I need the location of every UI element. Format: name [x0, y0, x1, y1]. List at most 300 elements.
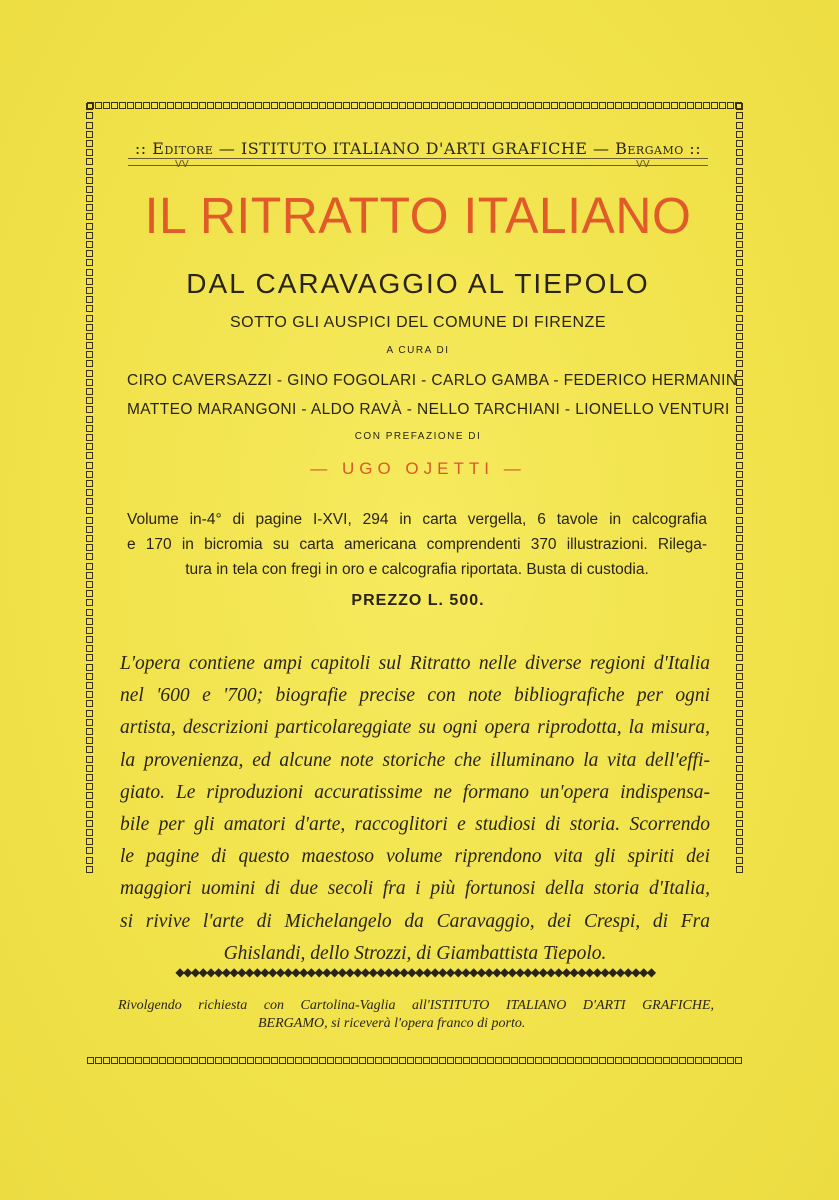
description-line: tura in tela con fregi in oro e calcografia riportata. Busta di custodia.: [185, 561, 649, 578]
border-square: [736, 324, 743, 331]
border-square: [736, 829, 743, 836]
publisher-name: ISTITUTO ITALIANO D'ARTI GRAFICHE: [240, 139, 588, 158]
border-square: [86, 103, 93, 110]
border-square: [86, 278, 93, 285]
border-square: [736, 489, 743, 496]
border-square: [86, 360, 93, 367]
border-square: [551, 102, 558, 109]
border-square: [736, 131, 743, 138]
border-square: [86, 397, 93, 404]
border-right-ornament: [736, 101, 748, 1067]
border-square: [736, 434, 743, 441]
price: PREZZO L. 500.: [351, 592, 485, 609]
border-square: [736, 241, 743, 248]
body-line: maggiori uomini di due secoli fra i più fortunosi della storia d'Italia,: [120, 878, 710, 900]
border-square: [287, 1057, 294, 1064]
border-square: [159, 1057, 166, 1064]
border-square: [86, 792, 93, 799]
border-square: [135, 102, 142, 109]
border-square: [736, 370, 743, 377]
border-square: [86, 149, 93, 156]
border-square: [736, 140, 743, 147]
border-square: [736, 572, 743, 579]
border-square: [736, 443, 743, 450]
border-square: [736, 103, 743, 110]
border-square: [415, 1057, 422, 1064]
border-square: [736, 783, 743, 790]
border-square: [736, 158, 743, 165]
border-square: [736, 360, 743, 367]
border-square: [86, 645, 93, 652]
preface-author: — UGO OJETTI —: [310, 459, 526, 478]
border-square: [736, 765, 743, 772]
border-square: [567, 1057, 574, 1064]
border-square: [511, 102, 518, 109]
border-square: [127, 1057, 134, 1064]
border-square: [695, 102, 702, 109]
border-square: [736, 149, 743, 156]
border-square: [86, 673, 93, 680]
border-square: [86, 351, 93, 358]
border-square: [327, 1057, 334, 1064]
border-square: [86, 517, 93, 524]
border-square: [86, 618, 93, 625]
border-square: [223, 102, 230, 109]
border-square: [727, 1057, 734, 1064]
border-square: [399, 102, 406, 109]
border-square: [671, 1057, 678, 1064]
border-square: [711, 1057, 718, 1064]
border-square: [479, 102, 486, 109]
border-square: [687, 1057, 694, 1064]
border-square: [736, 857, 743, 864]
border-bottom-ornament: [86, 1056, 748, 1068]
body-line: la provenienza, ed alcune note storiche che illuminano la vita dell'effi-: [120, 749, 710, 771]
border-square: [503, 102, 510, 109]
border-square: [143, 1057, 150, 1064]
border-square: [167, 102, 174, 109]
border-square: [527, 102, 534, 109]
border-square: [86, 112, 93, 119]
border-square: [736, 223, 743, 230]
border-square: [351, 102, 358, 109]
border-square: [663, 1057, 670, 1064]
body-line: giato. Le riproduzioni accuratissime ne formano un'opera indispensa-: [120, 781, 710, 803]
border-square: [399, 1057, 406, 1064]
border-square: [86, 563, 93, 570]
border-square: [487, 102, 494, 109]
border-square: [86, 122, 93, 129]
border-square: [86, 425, 93, 432]
border-square: [736, 296, 743, 303]
border-square: [463, 1057, 470, 1064]
border-square: [119, 1057, 126, 1064]
border-square: [239, 1057, 246, 1064]
border-square: [271, 1057, 278, 1064]
border-square: [407, 1057, 414, 1064]
border-square: [559, 1057, 566, 1064]
border-square: [86, 324, 93, 331]
border-square: [103, 102, 110, 109]
border-square: [551, 1057, 558, 1064]
border-square: [615, 102, 622, 109]
border-square: [527, 1057, 534, 1064]
border-square: [391, 102, 398, 109]
border-square: [86, 370, 93, 377]
border-square: [575, 1057, 582, 1064]
border-square: [86, 838, 93, 845]
border-square: [736, 186, 743, 193]
border-square: [119, 102, 126, 109]
double-rule: [128, 158, 708, 166]
border-square: [135, 1057, 142, 1064]
border-square: [86, 177, 93, 184]
border-square: [367, 1057, 374, 1064]
border-square: [736, 259, 743, 266]
border-square: [86, 241, 93, 248]
border-square: [86, 581, 93, 588]
body-line: Ghislandi, dello Strozzi, di Giambattista Tiepolo.: [223, 942, 607, 964]
border-square: [736, 691, 743, 698]
border-square: [183, 1057, 190, 1064]
border-square: [215, 1057, 222, 1064]
border-square: [439, 1057, 446, 1064]
border-square: [471, 1057, 478, 1064]
border-square: [736, 342, 743, 349]
border-square: [255, 1057, 262, 1064]
volume-description: [127, 507, 707, 582]
border-square: [86, 131, 93, 138]
border-square: [736, 599, 743, 606]
border-square: [303, 1057, 310, 1064]
border-square: [407, 102, 414, 109]
body-line: le pagine di questo maestoso volume riprendono vita gli spiriti dei: [120, 846, 710, 868]
border-square: [736, 112, 743, 119]
border-square: [687, 102, 694, 109]
border-square: [86, 829, 93, 836]
border-square: [86, 526, 93, 533]
border-square: [736, 618, 743, 625]
note-line-2: BERGAMO, si riceverà l'opera franco di porto.: [258, 1016, 526, 1031]
border-square: [655, 102, 662, 109]
border-square: [207, 102, 214, 109]
border-square: [719, 1057, 726, 1064]
border-square: [736, 838, 743, 845]
border-square: [86, 682, 93, 689]
border-square: [736, 710, 743, 717]
border-square: [86, 333, 93, 340]
border-square: [736, 480, 743, 487]
border-square: [736, 544, 743, 551]
border-square: [86, 379, 93, 386]
border-square: [159, 102, 166, 109]
border-square: [86, 204, 93, 211]
border-square: [359, 1057, 366, 1064]
border-square: [343, 102, 350, 109]
border-square: [311, 1057, 318, 1064]
border-square: [86, 664, 93, 671]
border-square: [86, 820, 93, 827]
border-square: [455, 1057, 462, 1064]
border-square: [736, 820, 743, 827]
border-square: [623, 1057, 630, 1064]
border-square: [447, 1057, 454, 1064]
border-square: [567, 102, 574, 109]
border-square: [519, 102, 526, 109]
border-square: [111, 1057, 118, 1064]
border-square: [607, 102, 614, 109]
border-square: [736, 700, 743, 707]
border-square: [175, 1057, 182, 1064]
preface-label: CON PREFAZIONE DI: [354, 431, 482, 442]
border-square: [223, 1057, 230, 1064]
border-square: [695, 1057, 702, 1064]
border-square: [86, 765, 93, 772]
border-square: [86, 186, 93, 193]
border-square: [736, 866, 743, 873]
description-line: e 170 in bicromia su carta americana comprendenti 370 illustrazioni. Rilega-: [127, 536, 707, 553]
border-square: [575, 102, 582, 109]
border-square: [736, 792, 743, 799]
border-square: [86, 572, 93, 579]
border-square: [86, 195, 93, 202]
border-square: [335, 1057, 342, 1064]
border-square: [736, 581, 743, 588]
border-square: [86, 296, 93, 303]
border-square: [535, 102, 542, 109]
border-square: [736, 654, 743, 661]
border-square: [455, 102, 462, 109]
note-line-1: Rivolgendo richiesta con Cartolina-Vaglia all'ISTITUTO ITALIANO D'ARTI GRAFICHE,: [118, 998, 714, 1013]
border-square: [736, 609, 743, 616]
border-square: [736, 452, 743, 459]
border-square: [431, 1057, 438, 1064]
border-square: [736, 287, 743, 294]
border-square: [591, 102, 598, 109]
body-line: artista, descrizioni particolareggiate su ogni opera riprodotta, la misura,: [120, 717, 710, 739]
border-square: [655, 1057, 662, 1064]
border-square: [736, 737, 743, 744]
border-square: [736, 627, 743, 634]
border-square: [151, 102, 158, 109]
book-subtitle: DAL CARAVAGGIO AL TIEPOLO: [186, 268, 650, 299]
border-square: [247, 102, 254, 109]
border-square: [511, 1057, 518, 1064]
border-square: [736, 204, 743, 211]
border-square: [367, 102, 374, 109]
border-square: [447, 102, 454, 109]
border-square: [86, 315, 93, 322]
border-square: [231, 102, 238, 109]
border-square: [679, 1057, 686, 1064]
border-square: [736, 195, 743, 202]
border-square: [736, 406, 743, 413]
border-square: [736, 526, 743, 533]
border-square: [86, 847, 93, 854]
border-square: [727, 102, 734, 109]
border-square: [391, 1057, 398, 1064]
border-square: [599, 1057, 606, 1064]
border-square: [319, 102, 326, 109]
border-square: [736, 719, 743, 726]
border-square: [86, 158, 93, 165]
border-square: [543, 102, 550, 109]
border-square: [86, 636, 93, 643]
border-square: [86, 342, 93, 349]
body-line: nel '600 e '700; biografie precise con note bibliografiche per ogni: [120, 685, 710, 707]
border-square: [86, 406, 93, 413]
border-square: [279, 102, 286, 109]
border-square: [439, 102, 446, 109]
ornament-right: VV: [636, 159, 650, 170]
border-square: [247, 1057, 254, 1064]
border-square: [503, 1057, 510, 1064]
border-square: [431, 102, 438, 109]
border-square: [303, 102, 310, 109]
border-square: [736, 673, 743, 680]
editor-label: :: Editore: [134, 139, 214, 158]
border-square: [736, 728, 743, 735]
border-square: [719, 102, 726, 109]
border-square: [86, 213, 93, 220]
border-square: [167, 1057, 174, 1064]
border-square: [591, 1057, 598, 1064]
border-square: [463, 102, 470, 109]
border-square: [736, 847, 743, 854]
border-square: [631, 1057, 638, 1064]
border-square: [559, 102, 566, 109]
border-square: [86, 719, 93, 726]
border-square: [736, 315, 743, 322]
dash: —: [218, 139, 236, 158]
border-square: [736, 590, 743, 597]
border-square: [86, 857, 93, 864]
border-square: [86, 746, 93, 753]
border-square: [191, 102, 198, 109]
border-square: [736, 535, 743, 542]
border-square: [86, 728, 93, 735]
border-square: [151, 1057, 158, 1064]
border-square: [255, 102, 262, 109]
border-square: [639, 102, 646, 109]
body-line: bile per gli amatori d'arte, raccoglitori e studiosi di storia. Scorrendo: [120, 814, 710, 836]
border-square: [86, 774, 93, 781]
border-square: [736, 269, 743, 276]
border-square: [86, 232, 93, 239]
border-square: [86, 168, 93, 175]
border-square: [86, 434, 93, 441]
border-square: [86, 388, 93, 395]
border-square: [583, 1057, 590, 1064]
border-square: [215, 102, 222, 109]
border-square: [231, 1057, 238, 1064]
border-left-ornament: [86, 101, 98, 1067]
border-square: [679, 102, 686, 109]
border-square: [736, 811, 743, 818]
border-square: [736, 177, 743, 184]
border-square: [671, 102, 678, 109]
border-square: [415, 102, 422, 109]
border-square: [86, 710, 93, 717]
border-square: [519, 1057, 526, 1064]
border-square: [311, 102, 318, 109]
body-paragraph: [120, 648, 710, 970]
border-square: [615, 1057, 622, 1064]
border-square: [736, 682, 743, 689]
border-square: [86, 654, 93, 661]
border-square: [736, 471, 743, 478]
border-square: [736, 278, 743, 285]
editors-line-1: CIRO CAVERSAZZI - GINO FOGOLARI - CARLO GAMBA - FEDERICO HERMANIN: [127, 372, 738, 389]
border-square: [711, 102, 718, 109]
border-square: [86, 443, 93, 450]
border-square: [736, 563, 743, 570]
border-square: [599, 102, 606, 109]
border-square: [736, 746, 743, 753]
border-square: [86, 223, 93, 230]
border-square: [86, 287, 93, 294]
border-square: [487, 1057, 494, 1064]
border-square: [736, 250, 743, 257]
border-square: [736, 168, 743, 175]
publisher-line: [100, 139, 736, 158]
border-square: [86, 783, 93, 790]
border-square: [736, 498, 743, 505]
border-square: [343, 1057, 350, 1064]
border-square: [199, 1057, 206, 1064]
border-square: [335, 102, 342, 109]
border-square: [86, 590, 93, 597]
border-square: [647, 1057, 654, 1064]
border-square: [271, 102, 278, 109]
border-square: [86, 599, 93, 606]
border-square: [86, 627, 93, 634]
border-square: [663, 102, 670, 109]
border-top-ornament: [86, 101, 748, 113]
border-square: [86, 416, 93, 423]
diamond-divider: ◆◆◆◆◆◆◆◆◆◆◆◆◆◆◆◆◆◆◆◆◆◆◆◆◆◆◆◆◆◆◆◆◆◆◆◆◆◆◆◆◆◆◆◆◆◆◆◆◆◆◆◆◆◆◆◆◆◆◆◆◆◆: [175, 965, 655, 979]
border-square: [736, 507, 743, 514]
border-square: [736, 388, 743, 395]
body-line: L'opera contiene ampi capitoli sul Ritratto nelle diverse regioni d'Italia: [120, 653, 710, 674]
border-square: [86, 250, 93, 257]
border-square: [736, 305, 743, 312]
border-square: [86, 691, 93, 698]
border-square: [86, 866, 93, 873]
border-square: [351, 1057, 358, 1064]
border-square: [495, 1057, 502, 1064]
border-square: [703, 102, 710, 109]
border-square: [111, 102, 118, 109]
border-square: [86, 462, 93, 469]
border-square: [543, 1057, 550, 1064]
publisher-city: Bergamo ::: [615, 139, 702, 158]
border-square: [736, 333, 743, 340]
ordering-note: [118, 997, 714, 1033]
border-square: [86, 140, 93, 147]
border-square: [495, 102, 502, 109]
dash: —: [593, 139, 610, 158]
border-square: [639, 1057, 646, 1064]
border-square: [86, 269, 93, 276]
border-square: [175, 102, 182, 109]
book-title: IL RITRATTO ITALIANO: [144, 187, 692, 244]
border-square: [127, 102, 134, 109]
border-square: [647, 102, 654, 109]
border-square: [423, 1057, 430, 1064]
border-square: [207, 1057, 214, 1064]
border-square: [736, 122, 743, 129]
